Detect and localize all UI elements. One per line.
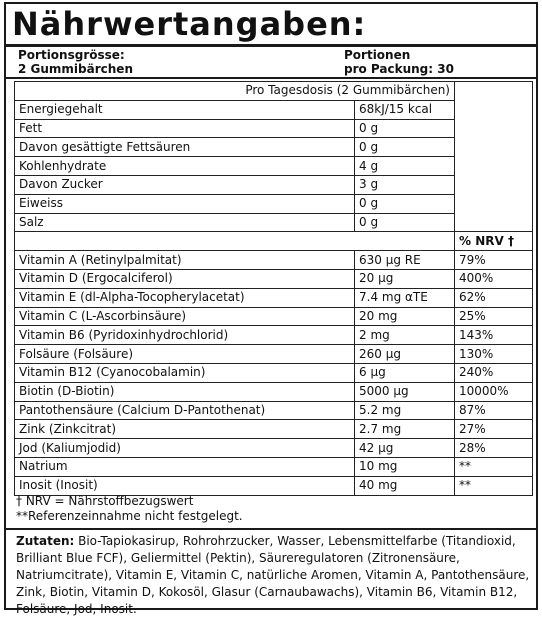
vitamin-name: Vitamin B6 (Pyridoxinhydrochlorid)	[15, 326, 355, 345]
vitamin-name: Inosit (Inosit)	[15, 476, 355, 495]
vitamin-nrv: 143%	[455, 326, 533, 345]
ingredients-label: Zutaten:	[16, 534, 75, 548]
portions-label: Portionen	[344, 48, 411, 62]
vitamin-name: Vitamin C (L-Ascorbinsäure)	[15, 307, 355, 326]
nutrient-amount: 0 g	[355, 119, 455, 138]
vitamin-name: Jod (Kaliumjodid)	[15, 439, 355, 458]
vitamin-nrv: 240%	[455, 363, 533, 382]
daily-dose-header-row	[15, 82, 533, 101]
nutrient-name: Kohlenhydrate	[15, 157, 355, 176]
nutrient-name: Energiegehalt	[15, 100, 355, 119]
vitamin-amount: 2.7 mg	[355, 420, 455, 439]
nrv-header-row	[15, 232, 533, 251]
nutrition-label	[4, 2, 538, 616]
vitamin-name: Vitamin B12 (Cyanocobalamin)	[15, 363, 355, 382]
vitamin-nrv: 28%	[455, 439, 533, 458]
vitamin-nrv: 400%	[455, 269, 533, 288]
nutrient-amount: 0 g	[355, 194, 455, 213]
nutrient-amount: 68kJ/15 kcal	[355, 100, 455, 119]
vitamin-nrv: 79%	[455, 251, 533, 270]
nutrient-name: Eiweiss	[15, 194, 355, 213]
nutrient-name: Fett	[15, 119, 355, 138]
vitamin-name: Folsäure (Folsäure)	[15, 345, 355, 364]
vitamin-name: Pantothensäure (Calcium D-Pantothenat)	[15, 401, 355, 420]
vitamin-amount: 2 mg	[355, 326, 455, 345]
vitamin-nrv: 62%	[455, 288, 533, 307]
vitamin-name: Vitamin A (Retinylpalmitat)	[15, 251, 355, 270]
footnote-nrv: † NRV = Nährstoffbezugswert	[16, 494, 194, 508]
vitamin-row	[15, 251, 533, 270]
nutrient-amount: 0 g	[355, 213, 455, 232]
vitamin-amount: 6 µg	[355, 363, 455, 382]
vitamin-row	[15, 457, 533, 476]
nutrient-amount: 3 g	[355, 175, 455, 194]
vitamin-row	[15, 476, 533, 495]
nutrient-name: Davon Zucker	[15, 175, 355, 194]
portions-value: pro Packung: 30	[344, 62, 454, 76]
nutrients-blank-column	[455, 82, 533, 232]
label-title: Nährwertangaben:	[12, 5, 367, 43]
nrv-header: % NRV †	[455, 232, 533, 251]
vitamin-amount: 20 mg	[355, 307, 455, 326]
vitamin-amount: 42 µg	[355, 439, 455, 458]
footnotes	[16, 494, 243, 524]
nutrient-name: Davon gesättigte Fettsäuren	[15, 138, 355, 157]
ingredients	[16, 533, 532, 618]
vitamin-name: Zink (Zinkcitrat)	[15, 420, 355, 439]
vitamin-row	[15, 401, 533, 420]
vitamin-nrv: 25%	[455, 307, 533, 326]
vitamin-amount: 40 mg	[355, 476, 455, 495]
vitamin-nrv: 130%	[455, 345, 533, 364]
vitamin-amount: 260 µg	[355, 345, 455, 364]
vitamin-nrv: 87%	[455, 401, 533, 420]
vitamin-name: Vitamin D (Ergocalciferol)	[15, 269, 355, 288]
title-divider	[6, 44, 536, 47]
vitamin-row	[15, 288, 533, 307]
vitamin-name: Natrium	[15, 457, 355, 476]
vitamin-nrv: **	[455, 476, 533, 495]
nutrient-amount: 4 g	[355, 157, 455, 176]
vitamin-row	[15, 307, 533, 326]
ingredients-text: Bio-Tapiokasirup, Rohrohrzucker, Wasser, Lebensmittelfarbe (Titandioxid, Brilliant Blue FCF), Geliermittel (Pektin), Säureregulatoren (Zitronensäure, Natriumcitrate), Vitamin E, Vitamin C, natürliche Aromen, Vitamin A, Pantothensäure, Zink, Biotin, Vitamin D, Kokosöl, Glasur (Carnaubawachs), Vitamin B6, Vitamin B12, Folsäure, Jod, Inosit.	[16, 534, 530, 616]
ingredients-divider	[6, 528, 536, 530]
nrv-header-spacer	[15, 232, 455, 251]
vitamin-nrv: **	[455, 457, 533, 476]
nutrient-amount: 0 g	[355, 138, 455, 157]
daily-dose-header: Pro Tagesdosis (2 Gummibärchen)	[15, 82, 455, 101]
nutrient-name: Salz	[15, 213, 355, 232]
vitamin-nrv: 27%	[455, 420, 533, 439]
vitamin-name: Biotin (D-Biotin)	[15, 382, 355, 401]
vitamin-row	[15, 382, 533, 401]
vitamin-amount: 10 mg	[355, 457, 455, 476]
vitamin-row	[15, 420, 533, 439]
vitamin-row	[15, 269, 533, 288]
vitamin-row	[15, 439, 533, 458]
serving-size-label: Portionsgrösse:	[18, 48, 125, 62]
vitamin-amount: 20 µg	[355, 269, 455, 288]
vitamin-nrv: 10000%	[455, 382, 533, 401]
vitamin-row	[15, 345, 533, 364]
vitamin-amount: 7.4 mg αTE	[355, 288, 455, 307]
vitamin-amount: 630 µg RE	[355, 251, 455, 270]
vitamin-amount: 5000 µg	[355, 382, 455, 401]
nutrition-table	[14, 81, 533, 496]
vitamin-amount: 5.2 mg	[355, 401, 455, 420]
footnote-reference: **Referenzeinnahme nicht festgelegt.	[16, 509, 243, 523]
vitamin-row	[15, 326, 533, 345]
serving-divider	[6, 77, 536, 79]
vitamin-row	[15, 363, 533, 382]
vitamin-name: Vitamin E (dl-Alpha-Tocopherylacetat)	[15, 288, 355, 307]
serving-size-value: 2 Gummibärchen	[18, 62, 133, 76]
